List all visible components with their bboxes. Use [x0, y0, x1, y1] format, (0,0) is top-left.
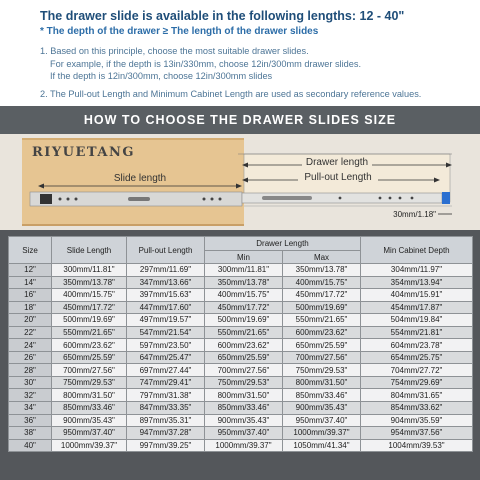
point-2: 2. The Pull-out Length and Minimum Cabinet Length are used as secondary reference values. — [40, 88, 422, 99]
intro-section — [0, 0, 480, 106]
point-1-example-1: For example, if the depth is 13in/330mm, choose 12in/300mm drawer slides. — [50, 58, 361, 69]
release-lever — [442, 192, 450, 204]
size-table-panel — [0, 230, 480, 480]
header-min: Min — [205, 251, 283, 264]
brand-logo: RIYUETANG — [32, 145, 135, 160]
table-row: 34" 850mm/33.46" 847mm/33.35" 850mm/33.46" 900mm/35.43" 854mm/33.62" — [9, 402, 473, 415]
table-row: 38" 950mm/37.40" 947mm/37.28" 950mm/37.40" 1000mm/39.37" 954mm/37.56" — [9, 427, 473, 440]
availability-heading: The drawer slide is available in the following lengths: 12 - 40" — [40, 9, 405, 23]
size-table — [8, 236, 473, 452]
banner-title: HOW TO CHOOSE THE DRAWER SLIDES SIZE — [83, 113, 397, 127]
depth-rule: * The depth of the drawer ≥ The length of the drawer slides — [40, 26, 319, 37]
header-size: Size — [9, 237, 52, 264]
table-row: 22" 550mm/21.65" 547mm/21.54" 550mm/21.65" 600mm/23.62" 554mm/21.81" — [9, 326, 473, 339]
table-row: 40" 1000mm/39.37" 997mm/39.25" 1000mm/39.37" 1050mm/41.34" 1004mm/39.53" — [9, 439, 473, 452]
table-row: 36" 900mm/35.43" 897mm/35.31" 900mm/35.43" 950mm/37.40" 904mm/35.59" — [9, 414, 473, 427]
slide-length-label: Slide length — [113, 173, 167, 184]
slide-diagram — [0, 134, 480, 230]
table-row: 14" 350mm/13.78" 347mm/13.66" 350mm/13.78" 400mm/15.75" 354mm/13.94" — [9, 276, 473, 289]
section-banner — [0, 106, 480, 134]
drawer-length-label: Drawer length — [305, 157, 369, 168]
table-row: 20" 500mm/19.69" 497mm/19.57" 500mm/19.69" 550mm/21.65" 504mm/19.84" — [9, 314, 473, 327]
header-drawer-length: Drawer Length — [205, 237, 361, 251]
table-row: 24" 600mm/23.62" 597mm/23.50" 600mm/23.62" 650mm/25.59" 604mm/23.78" — [9, 339, 473, 352]
table-row: 18" 450mm/17.72" 447mm/17.60" 450mm/17.72" 500mm/19.69" 454mm/17.87" — [9, 301, 473, 314]
table-row: 32" 800mm/31.50" 797mm/31.38" 800mm/31.50" 850mm/33.46" 804mm/31.65" — [9, 389, 473, 402]
header-pullout-length: Pull-out Length — [127, 237, 205, 264]
point-1-example-2: If the depth is 12in/300mm, choose 12in/300mm slides — [50, 71, 273, 81]
table-row: 28" 700mm/27.56" 697mm/27.44" 700mm/27.56" 750mm/29.53" 704mm/27.72" — [9, 364, 473, 377]
gap-label: 30mm/1.18" — [393, 210, 436, 219]
point-1: 1. Based on this principle, choose the most suitable drawer slides. — [40, 46, 309, 56]
header-max: Max — [283, 251, 361, 264]
table-row: 12" 300mm/11.81" 297mm/11.69" 300mm/11.81" 350mm/13.78" 304mm/11.97" — [9, 264, 473, 277]
table-row: 30" 750mm/29.53" 747mm/29.41" 750mm/29.53" 800mm/31.50" 754mm/29.69" — [9, 376, 473, 389]
table-row: 16" 400mm/15.75" 397mm/15.63" 400mm/15.75" 450mm/17.72" 404mm/15.91" — [9, 289, 473, 302]
table-row: 26" 650mm/25.59" 647mm/25.47" 650mm/25.59" 700mm/27.56" 654mm/25.75" — [9, 351, 473, 364]
header-min-cabinet-depth: Min Cabinet Depth — [361, 237, 473, 264]
header-slide-length: Slide Length — [52, 237, 127, 264]
slide-diagram-illustration — [0, 134, 480, 230]
pullout-length-label: Pull-out Length — [304, 172, 372, 183]
